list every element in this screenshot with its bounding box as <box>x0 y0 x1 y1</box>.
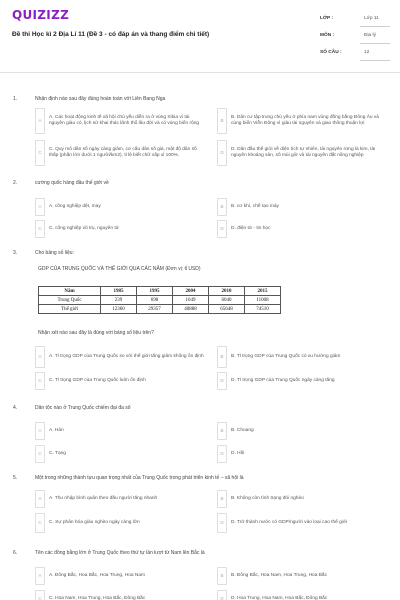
option-a[interactable] <box>35 198 205 216</box>
option-letter: A <box>38 496 42 501</box>
table-cell: 40888 <box>173 305 209 314</box>
option-a[interactable] <box>35 346 205 368</box>
option-text: D. điện tử - tin học <box>231 225 271 231</box>
option-letter: A <box>38 118 42 123</box>
question-text: Dân tộc nào ở Trung Quốc chiếm đại đa số <box>35 405 131 411</box>
option-a[interactable] <box>35 567 205 585</box>
page-title: Đề thi Học kì 2 Địa Lí 11 (Đề 3 - có đáp án và thang điểm chi tiết) <box>12 31 210 38</box>
question-text: Tên các đồng bằng lớn ở Trung Quốc theo thứ tự lần lượt từ Nam lên Bắc là <box>35 550 205 556</box>
option-b[interactable] <box>217 490 387 508</box>
option-d[interactable] <box>217 220 387 238</box>
question-number: 3. <box>13 250 18 256</box>
option-letter: C <box>38 226 42 231</box>
option-text: C. Hoa Nam, Hoa Trung, Hoa Bắc, Đông Bắc <box>49 595 146 600</box>
option-letter: C <box>38 451 42 456</box>
table-header-cell: 2015 <box>245 287 281 296</box>
option-c[interactable] <box>35 445 205 463</box>
table-cell: 239 <box>101 296 137 305</box>
option-d[interactable] <box>217 445 387 463</box>
meta-count-label: SỐ CÂU : <box>320 50 342 55</box>
option-text: D. Dân đầu thế giới về diện tích tự nhiên, tài nguyên rừng là kim, tài nguyên khoáng sản, số mùi giờ và tài nguyên đất nông nghiệp <box>231 146 376 158</box>
option-text: A. Các hoạt động kinh tế xã hội chủ yếu diễn ra ở vùng Xibia vì tài nguyên giàu có, lịch sử khai thác lãnh thổ lâu đời và có vùng biển rộng <box>49 114 200 126</box>
table-cell: 74510 <box>245 305 281 314</box>
option-text: A. công nghiệp dệt, may <box>49 203 101 209</box>
option-letter: D <box>220 378 224 383</box>
option-letter: D <box>220 150 224 155</box>
question-text: Nhận định nào sau đây đúng hoàn toàn với Liên Bang Nga <box>35 96 166 102</box>
meta-count <box>320 47 390 64</box>
quizizz-logo: QUIZIZZ <box>12 8 70 22</box>
option-c[interactable] <box>35 140 205 166</box>
table-cell: 698 <box>137 296 173 305</box>
option-b[interactable] <box>217 346 387 368</box>
meta-line <box>360 26 390 27</box>
table-header-row <box>39 287 281 296</box>
gdp-table <box>38 286 281 314</box>
table-header-cell: 2010 <box>209 287 245 296</box>
option-text: A. Đông Bắc, Hoa Bắc, Hoa Trung, Hoa Nam <box>49 572 145 578</box>
table-header-cell: 1995 <box>137 287 173 296</box>
option-text: D. Tỉ trọng GDP của Trung Quốc ngày càng tăng <box>231 377 335 383</box>
option-a[interactable] <box>35 422 205 440</box>
question-text: Một trong những thành tựu quan trọng nhất của Trung Quốc trong phát triển kinh tế – xã hội là <box>35 475 244 481</box>
table-cell: 29357 <box>137 305 173 314</box>
option-text: D. Trở thành nước có GDP/người vào loại cao thế giới <box>231 519 348 525</box>
option-letter: D <box>220 596 224 600</box>
meta-class-value: Lớp 11 <box>364 16 379 21</box>
option-d[interactable] <box>217 140 387 166</box>
meta-class <box>320 13 390 30</box>
option-c[interactable] <box>35 220 205 238</box>
table-cell: 1649 <box>173 296 209 305</box>
option-text: B. Không còn tình trạng đói nghèo <box>231 495 304 501</box>
option-letter: B <box>220 118 224 123</box>
option-letter: C <box>38 520 42 525</box>
option-text: C. Tỉ trọng GDP của Trung Quốc luôn ổn định <box>49 377 146 383</box>
question-text: cường quốc hàng đầu thế giới về <box>35 180 109 186</box>
option-text: B. Tỉ trọng GDP của Trung Quốc có xu hướng giảm <box>231 353 341 359</box>
option-letter: A <box>38 354 42 359</box>
option-letter: B <box>220 354 224 359</box>
question-text: Cho bảng số liệu: <box>35 250 74 256</box>
option-text: A. Thu nhập bình quân theo đầu người tăng nhanh <box>49 495 158 501</box>
meta-subject <box>320 30 390 47</box>
option-letter: C <box>38 596 42 600</box>
meta-line <box>360 43 390 44</box>
option-text: B. Dân cư tập trung chủ yếu ở phía nam vùng đồng bằng Đông Âu và cùng biển Viễn Đông vì giàu tài nguyên và giao thông thuận lợi <box>231 114 379 126</box>
option-text: C. Quy mô dân số ngày càng giảm, cơ cấu dân số già, mật độ dân số thấp (phần lớn dưới 1 người/km2), tỉ lệ biết chữ xấp xỉ 100%. <box>49 146 197 158</box>
question-number: 1. <box>13 96 18 102</box>
question-number: 5. <box>13 475 18 481</box>
meta-line <box>360 60 390 61</box>
option-letter: B <box>220 204 224 209</box>
option-letter: B <box>220 573 224 578</box>
table-title: GDP CỦA TRUNG QUỐC VÀ THẾ GIỚI QUA CÁC NĂM (Đơn vị: tỉ USD) <box>38 266 201 272</box>
option-letter: A <box>38 573 42 578</box>
option-b[interactable] <box>217 108 387 134</box>
question-number: 2. <box>13 180 18 186</box>
table-cell: Thế giới <box>39 305 101 314</box>
option-letter: D <box>220 520 224 525</box>
option-letter: D <box>220 226 224 231</box>
table-header-cell: 2004 <box>173 287 209 296</box>
table-header-cell: 1985 <box>101 287 137 296</box>
option-text: B. Đông Bắc, Hoa Nam, Hoa Trung, Hoa Bắc <box>231 572 327 578</box>
option-letter: C <box>38 378 42 383</box>
option-c[interactable] <box>35 590 205 600</box>
option-letter: B <box>220 496 224 501</box>
option-letter: D <box>220 451 224 456</box>
question-subtext: Nhận xét nào sau đây là đúng với bảng số liệu trên? <box>38 330 154 336</box>
table-header-cell: Năm <box>39 287 101 296</box>
option-d[interactable] <box>217 513 387 533</box>
document-header <box>0 0 400 72</box>
table-row <box>39 305 281 314</box>
option-letter: C <box>38 150 42 155</box>
option-b[interactable] <box>217 567 387 585</box>
header-divider <box>0 72 400 73</box>
option-text: C. Sự phân hóa giàu nghèo ngày càng lớn <box>49 519 140 525</box>
option-a[interactable] <box>35 490 205 508</box>
table-cell: 11008 <box>245 296 281 305</box>
table-cell: Trung Quốc <box>39 296 101 305</box>
option-text: D. Hoa Trung, Hoa Nam, Hoa Bắc, Đông Bắc <box>231 595 328 600</box>
option-letter: B <box>220 428 224 433</box>
table-row <box>39 296 281 305</box>
meta-class-label: LỚP : <box>320 16 334 21</box>
question-number: 4. <box>13 405 18 411</box>
option-text: A. Tỉ trọng GDP của Trung Quốc so với thế giới tăng giảm không ổn định <box>49 353 204 359</box>
option-letter: A <box>38 204 42 209</box>
option-d[interactable] <box>217 372 387 390</box>
option-text: D. Hồi <box>231 450 245 456</box>
option-b[interactable] <box>217 198 387 216</box>
option-text: A. Hán <box>49 427 64 433</box>
option-text: C. Tạng <box>49 450 66 456</box>
option-a[interactable] <box>35 108 205 134</box>
meta-info <box>320 13 390 64</box>
table-cell: 65648 <box>209 305 245 314</box>
meta-subject-value: Địa lý <box>364 33 376 38</box>
table-cell: 12360 <box>101 305 137 314</box>
option-text: B. cơ khí, chế tạo máy <box>231 203 279 209</box>
meta-count-value: 12 <box>364 50 370 55</box>
table-cell: 6040 <box>209 296 245 305</box>
option-text: B. Choang <box>231 427 254 433</box>
option-c[interactable] <box>35 372 205 390</box>
option-text: C. công nghiệp vũ trụ, nguyên tử <box>49 225 119 231</box>
meta-subject-label: MÔN : <box>320 33 335 38</box>
option-d[interactable] <box>217 590 387 600</box>
option-b[interactable] <box>217 422 387 440</box>
option-letter: A <box>38 428 42 433</box>
option-c[interactable] <box>35 513 205 533</box>
question-number: 6. <box>13 550 18 556</box>
